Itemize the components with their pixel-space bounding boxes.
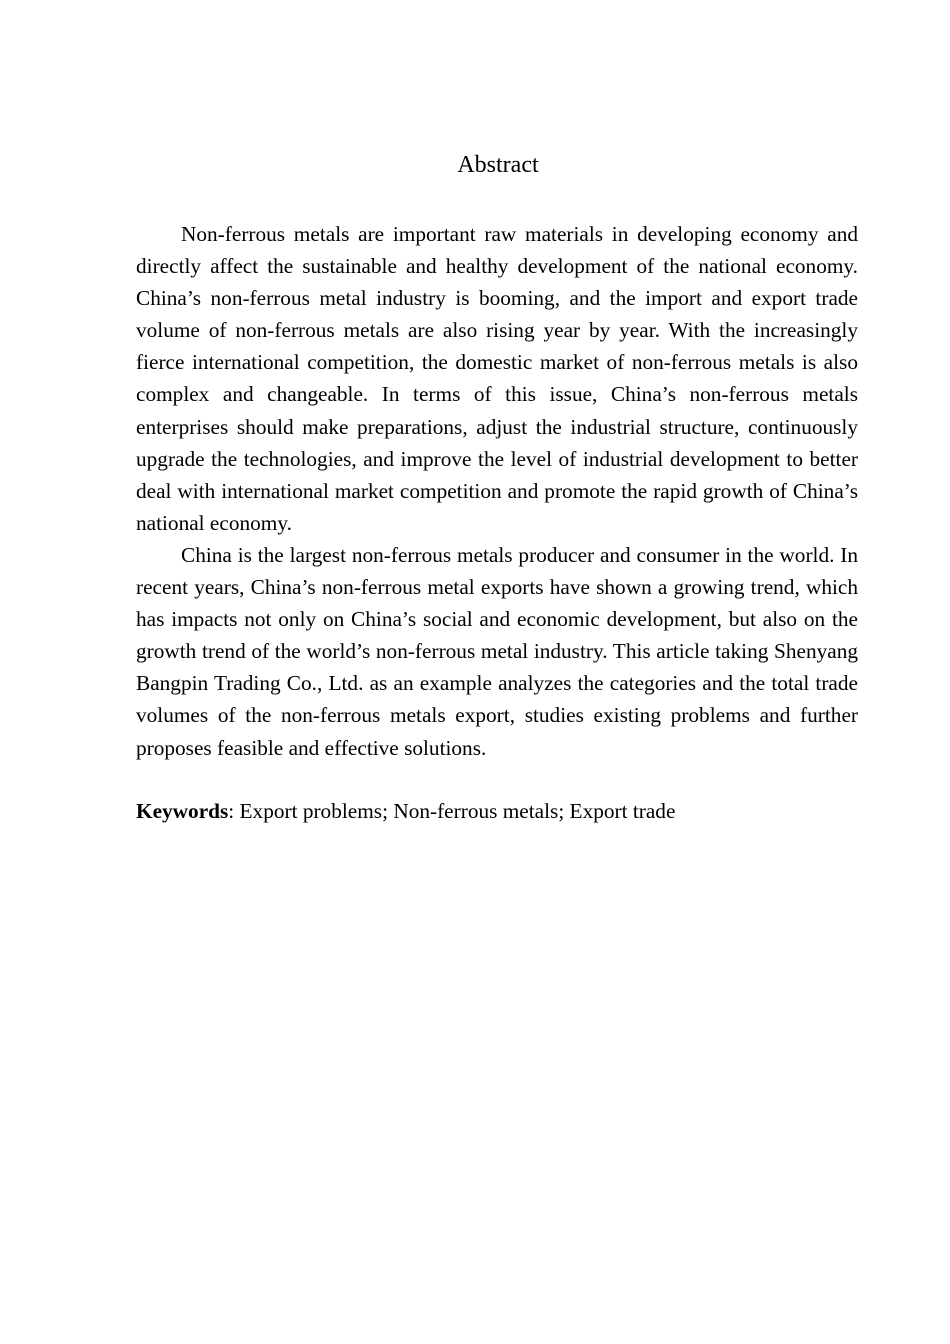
abstract-body [136,218,858,764]
keywords-separator: : [228,799,240,823]
abstract-title: Abstract [457,152,539,178]
keywords-label: Keywords [136,799,229,823]
abstract-paragraph-1: Non-ferrous metals are important raw materials in developing economy and directly affect the sustainable and healthy development of the national economy. China’s non-ferrous metal industry is booming, and the import and export trade volume of non-ferrous metals are also rising year by year. With the increasingly fierce international competition, the domestic market of non-ferrous metals is also complex and changeable. In terms of this issue, China’s non-ferrous metals enterprises should make preparations, adjust the industrial structure, continuously upgrade the technologies, and improve the level of industrial development to better deal with international market competition and promote the rapid growth of China’s national economy. [136,222,858,535]
abstract-paragraph-2: China is the largest non-ferrous metals producer and consumer in the world. In recent years, China’s non-ferrous metal exports have shown a growing trend, which has impacts not only on China’s social and economic development, but also on the growth trend of the world’s non-ferrous metal industry. This article taking Shenyang Bangpin Trading Co., Ltd. as an example analyzes the categories and the total trade volumes of the non-ferrous metals export, studies existing problems and further proposes feasible and effective solutions. [136,542,858,760]
keywords-line [136,795,858,827]
keywords-value: Export problems; Non-ferrous metals; Export trade [239,799,676,823]
